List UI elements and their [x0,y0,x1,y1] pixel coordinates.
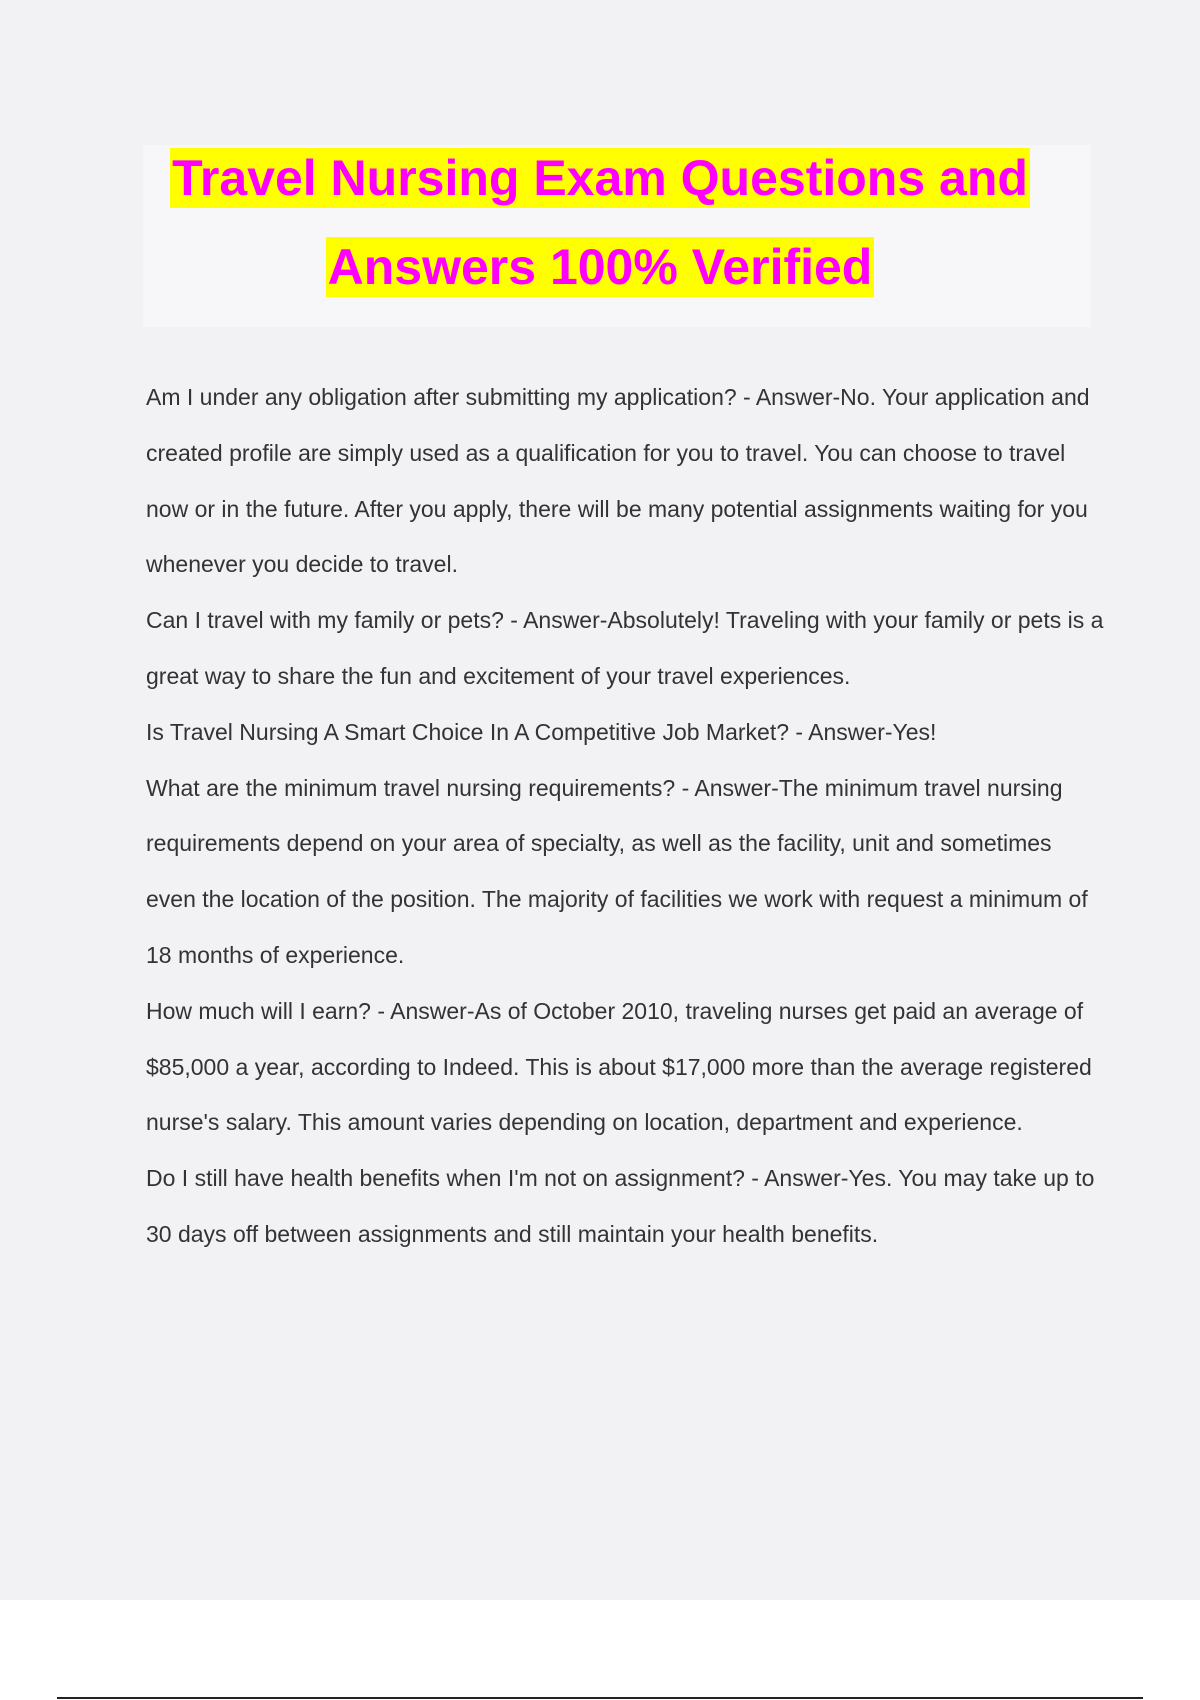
footer-divider [57,1697,1143,1699]
page-title-line-1: Travel Nursing Exam Questions and [172,150,1028,206]
qa-item-requirements: What are the minimum travel nursing requirements? - Answer-The minimum travel nursing requirements depend on your area of specialty, as well as the facility, unit and sometimes even the location of the position. The majority of facilities we work with request a minimum of 18 months of experience. [146,774,1088,968]
qa-item-health-benefits: Do I still have health benefits when I'm not on assignment? - Answer-Yes. You may take up to 30 days off between assignments and still maintain your health benefits. [146,1165,1095,1247]
title-row-2 [0,237,1200,297]
qa-item-obligation: Am I under any obligation after submitting my application? - Answer-No. Your application and created profile are simply used as a qualification for you to travel. You can choose to travel now or in the future. After you apply, there will be many potential assignments waiting for you whenever you decide to travel. [146,384,1090,578]
qa-item-smart-choice: Is Travel Nursing A Smart Choice In A Competitive Job Market? - Answer-Yes! [146,718,937,745]
qa-item-family-pets: Can I travel with my family or pets? - Answer-Absolutely! Traveling with your family or pets is a great way to share the fun and excitement of your travel experiences. [146,607,1104,689]
title-row-1 [0,148,1200,208]
qa-content [146,370,1106,1263]
page-title-line-2: Answers 100% Verified [327,239,873,295]
qa-item-earnings: How much will I earn? - Answer-As of October 2010, traveling nurses get paid an average of $85,000 a year, according to Indeed. This is about $17,000 more than the average registered nurse's salary. This amount varies depending on location, department and experience. [146,997,1092,1136]
